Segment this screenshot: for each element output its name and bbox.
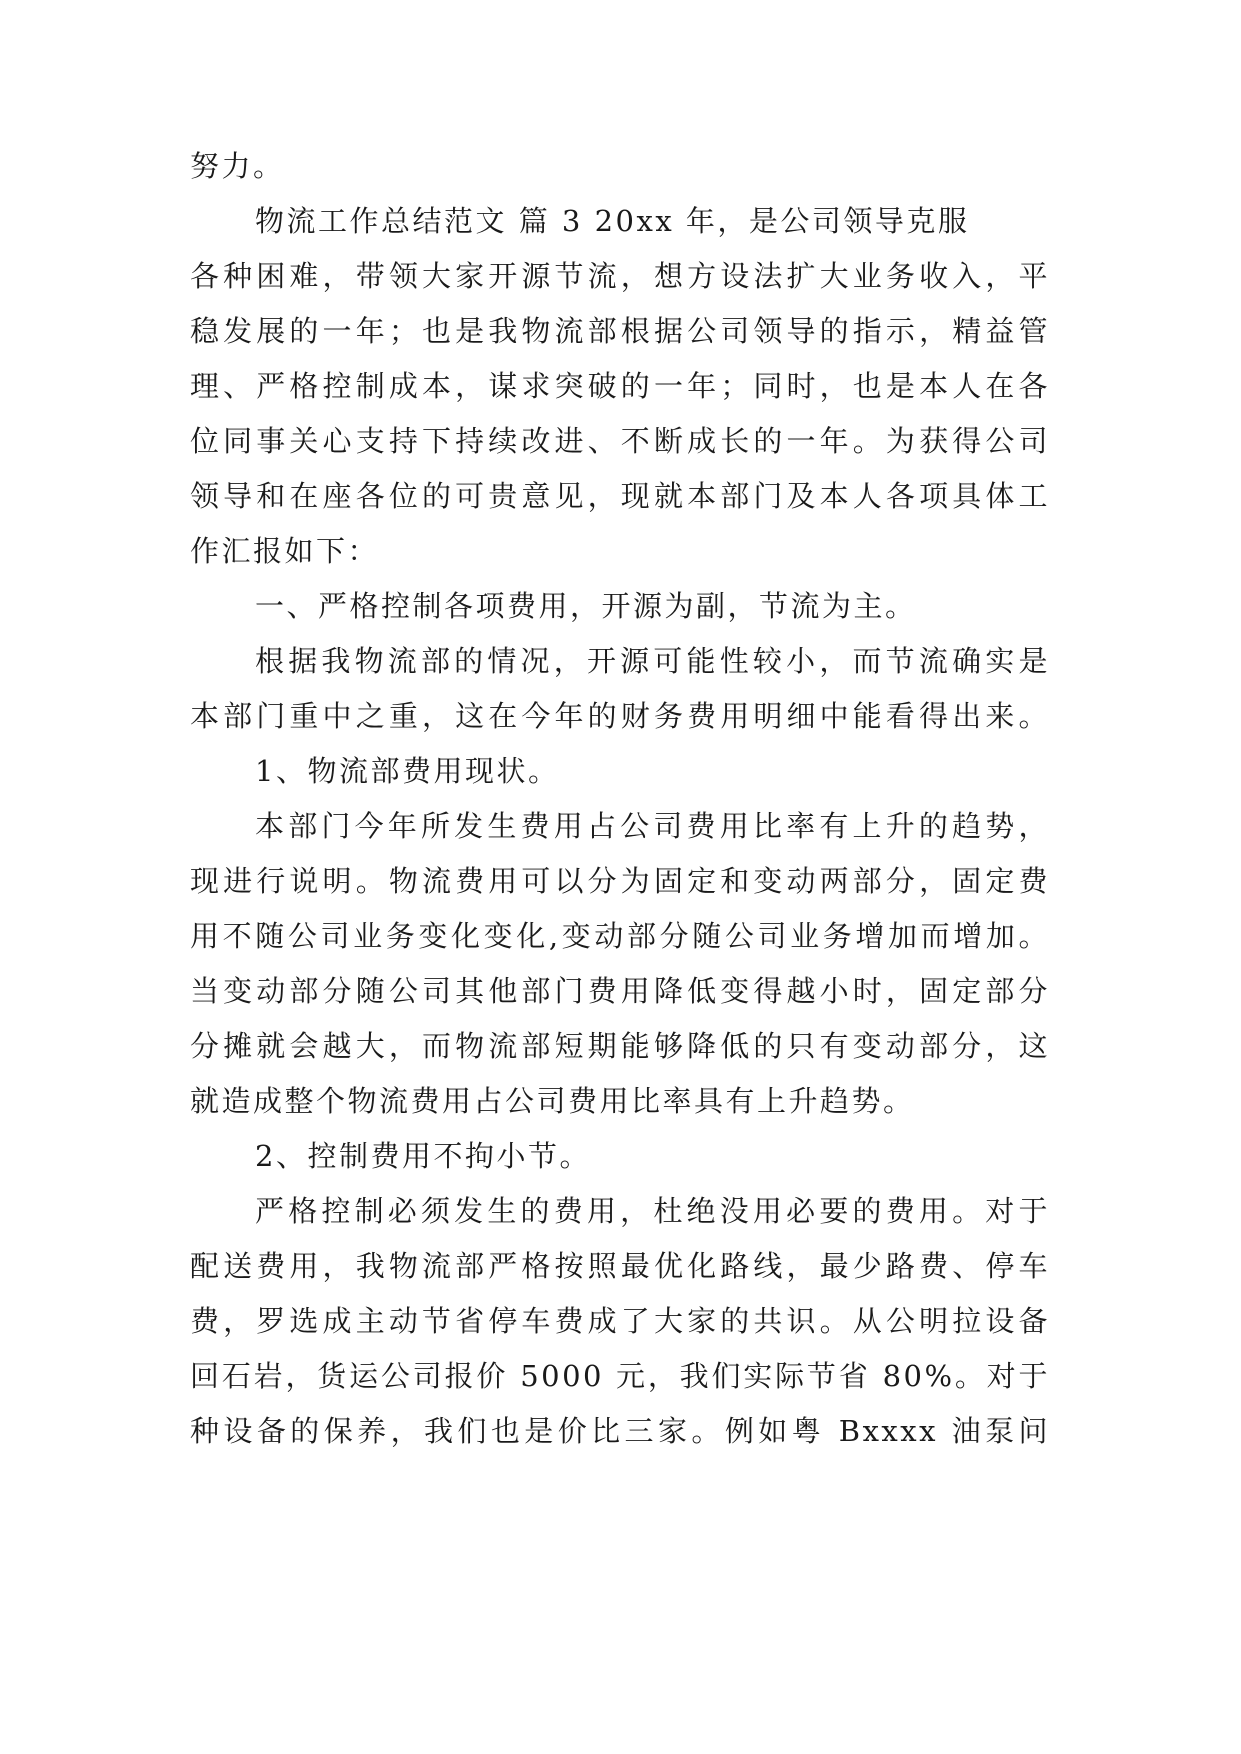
text-line: 本部门重中之重，这在今年的财务费用明细中能看得出来。: [190, 699, 1050, 733]
text-line: 回石岩，货运公司报价 5000 元，我们实际节省 80%。对于: [190, 1359, 1050, 1393]
text-line: 当变动部分随公司其他部门费用降低变得越小时，固定部分: [190, 974, 1050, 1008]
text-line: 理、严格控制成本，谋求突破的一年；同时，也是本人在各: [190, 369, 1050, 403]
text-line: 领导和在座各位的可贵意见，现就本部门及本人各项具体工: [190, 479, 1050, 513]
text-line: 作汇报如下：: [190, 534, 380, 568]
subheading-line: 1、物流部费用现状。: [255, 754, 560, 788]
text-line: 严格控制必须发生的费用，杜绝没用必要的费用。对于: [255, 1194, 1050, 1228]
text-line: 种设备的保养，我们也是价比三家。例如粤 Bxxxx 油泵问: [190, 1414, 1050, 1448]
text-line: 稳发展的一年；也是我物流部根据公司领导的指示，精益管: [190, 314, 1050, 348]
text-line: 本部门今年所发生费用占公司费用比率有上升的趋势，: [255, 809, 1050, 843]
text-line: 现进行说明。物流费用可以分为固定和变动两部分，固定费: [190, 864, 1050, 898]
subheading-line: 一、严格控制各项费用，开源为副，节流为主。: [255, 589, 917, 623]
text-line: 分摊就会越大，而物流部短期能够降低的只有变动部分，这: [190, 1029, 1050, 1063]
text-line: 配送费用，我物流部严格按照最优化路线，最少路费、停车: [190, 1249, 1050, 1283]
text-line: 根据我物流部的情况，开源可能性较小，而节流确实是: [255, 644, 1050, 678]
text-line: 努力。: [190, 149, 285, 183]
text-line: 各种困难，带领大家开源节流，想方设法扩大业务收入，平: [190, 259, 1050, 293]
text-line: 费，罗选成主动节省停车费成了大家的共识。从公明拉设备: [190, 1304, 1050, 1338]
text-line: 用不随公司业务变化变化,变动部分随公司业务增加而增加。: [190, 919, 1050, 953]
text-line: 就造成整个物流费用占公司费用比率具有上升趋势。: [190, 1084, 915, 1118]
text-line: 位同事关心支持下持续改进、不断成长的一年。为获得公司: [190, 424, 1050, 458]
subheading-line: 2、控制费用不拘小节。: [255, 1139, 591, 1173]
section-heading-line: 物流工作总结范文 篇 3 20xx 年，是公司领导克服: [255, 204, 970, 238]
